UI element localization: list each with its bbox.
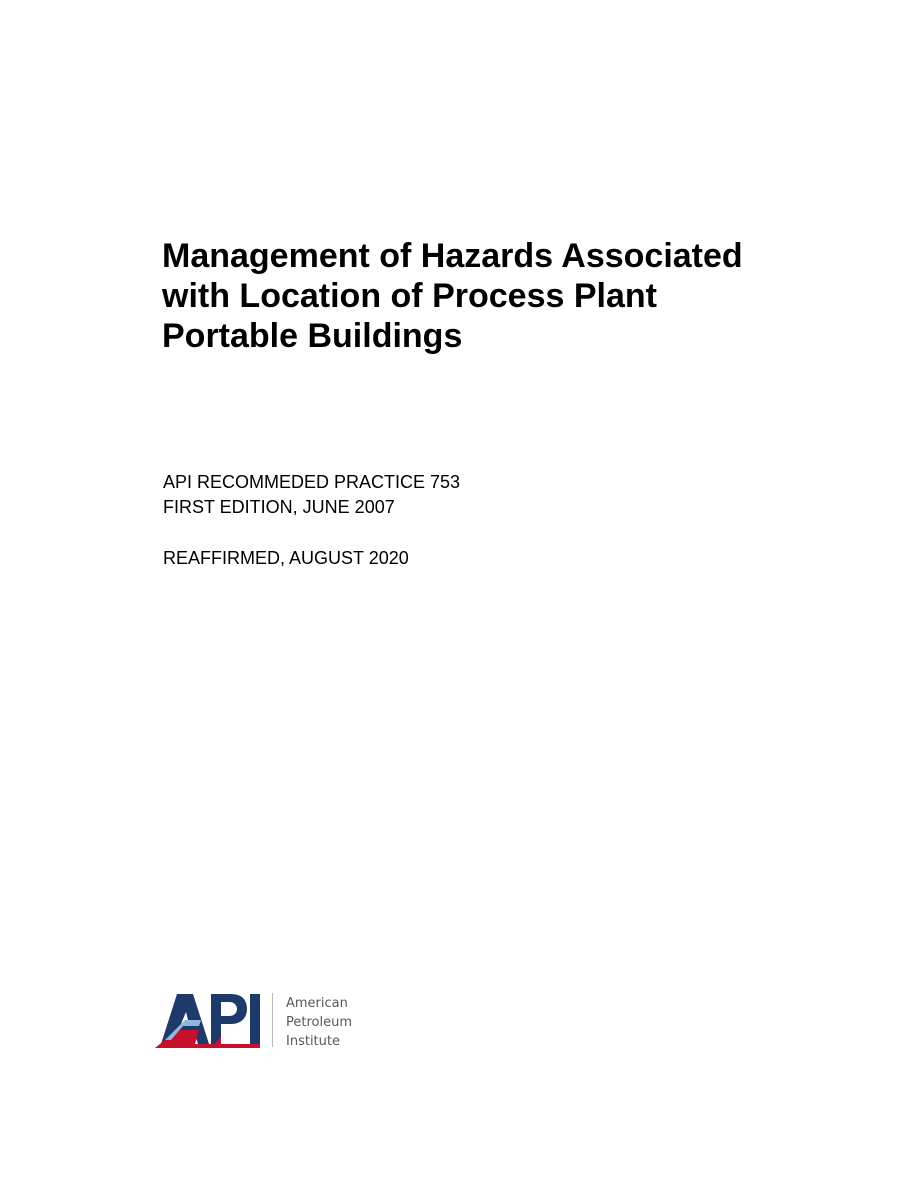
api-logo <box>155 990 375 1050</box>
logo-divider <box>272 993 273 1047</box>
title-line-3: Portable Buildings <box>162 317 463 355</box>
document-edition: FIRST EDITION, JUNE 2007 <box>163 497 395 517</box>
logo-org-name <box>286 994 352 1051</box>
title-line-2: with Location of Process Plant <box>162 277 657 315</box>
logo-org-line-3: Institute <box>286 1034 340 1049</box>
title-line-1: Management of Hazards Associated <box>162 237 743 275</box>
api-logo-icon <box>155 990 263 1050</box>
logo-org-line-2: Petroleum <box>286 1015 352 1030</box>
logo-org-line-1: American <box>286 996 348 1011</box>
document-reaffirmed: REAFFIRMED, AUGUST 2020 <box>163 548 409 568</box>
document-designation: API RECOMMEDED PRACTICE 753 <box>163 472 461 492</box>
document-title <box>162 236 842 356</box>
